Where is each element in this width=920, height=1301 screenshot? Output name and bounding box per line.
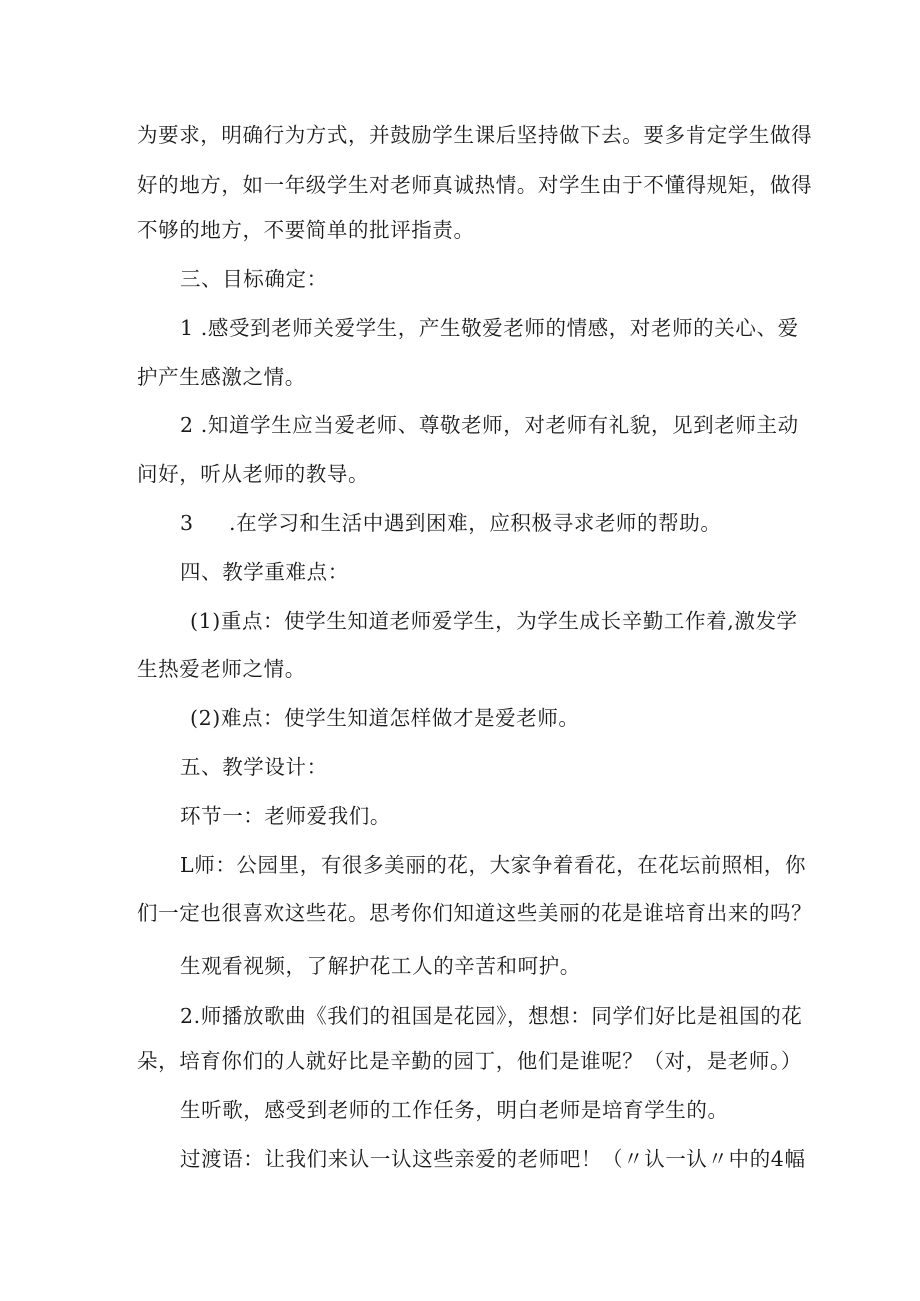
section-heading: 三、目标确定： [180,267,328,291]
paragraph-line: 生观看视频，了解护花工人的辛苦和呵护。 [180,954,581,978]
paragraph-line: 好的地方，如一年级学生对老师真诚热情。对学生由于不懂得规矩，做得 [137,173,813,197]
paragraph-line: 生热爱老师之情。 [137,657,306,681]
paragraph-line: (2)难点：使学生知道怎样做才是爱老师。 [190,706,580,730]
section-heading: 五、教学设计： [180,755,328,779]
subsection-heading: 环节一：老师爱我们。 [180,804,391,828]
list-item-line: .在学习和生活中遇到困难，应积极寻求老师的帮助。 [229,511,722,535]
list-item-line: 问好，听从老师的教导。 [137,462,370,486]
list-item-number: 3 [180,511,194,535]
list-item-line: 2 .知道学生应当爱老师、尊敬老师，对老师有礼貌，见到老师主动 [180,413,799,437]
paragraph-line: L师：公园里，有很多美丽的花，大家争着看花，在花坛前照相，你 [180,853,807,877]
paragraph-line: 们一定也很喜欢这些花。思考你们知道这些美丽的花是谁培育出来的吗？ [137,901,813,925]
paragraph-line: 不够的地方，不要简单的批评指责。 [137,218,475,242]
paragraph-line: 过渡语：让我们来认一认这些亲爱的老师吧！（〃认一认〃中的4幅 [180,1147,806,1171]
paragraph-line: 为要求，明确行为方式，并鼓励学生课后坚持做下去。要多肯定学生做得 [137,123,813,147]
list-item-line: 护产生感激之情。 [137,365,306,389]
section-heading: 四、教学重难点： [180,560,349,584]
paragraph-line: 朵，培育你们的人就好比是辛勤的园丁，他们是谁呢？（对，是老师。） [137,1049,802,1073]
paragraph-line: 2.师播放歌曲《我们的祖国是花园》，想想：同学们好比是祖国的花 [180,1004,803,1028]
paragraph-line: 生听歌，感受到老师的工作任务，明白老师是培育学生的。 [180,1098,729,1122]
list-item-line: 1 .感受到老师关爱学生，产生敬爱老师的情感，对老师的关心、爱 [180,316,799,340]
paragraph-line: (1)重点：使学生知道老师爱学生，为学生成长辛勤工作着,激发学 [190,609,798,633]
